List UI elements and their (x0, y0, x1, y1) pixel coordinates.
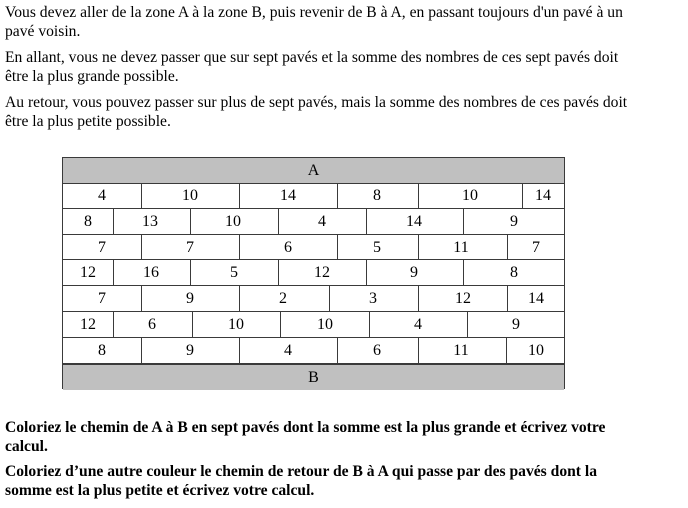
cell-value: 11 (453, 239, 469, 256)
cell-value: 10 (317, 316, 333, 333)
cell-value: 8 (373, 187, 381, 204)
cell-value: 9 (410, 264, 418, 281)
cell-value: 12 (314, 264, 330, 281)
instruction-paragraph-3 (5, 93, 627, 131)
zone-b[interactable]: B (63, 364, 564, 390)
zone-a[interactable]: A (63, 158, 564, 184)
text-line: somme est la plus petite et écrivez votre calcul. (5, 482, 315, 499)
cell-value: 14 (535, 187, 551, 204)
cell-value: 14 (528, 290, 544, 307)
cell-value: 10 (225, 213, 241, 230)
text-line: Vous devez aller de la zone A à la zone B, puis revenir de B à A, en passant toujours d'un pavé à un (5, 4, 623, 21)
cell-value: 11 (453, 342, 469, 359)
cell-value: 7 (98, 290, 106, 307)
text-line: pavé voisin. (5, 23, 81, 40)
instruction-paragraph-2 (5, 48, 618, 86)
grid-row (63, 260, 564, 286)
grid-row (63, 338, 564, 364)
paving-grid (62, 157, 565, 389)
question-2 (5, 462, 597, 500)
cell-value: 13 (142, 213, 158, 230)
cell-value: 4 (414, 316, 422, 333)
cell-value: 12 (455, 290, 471, 307)
cell-value: 4 (318, 213, 326, 230)
text-line: Au retour, vous pouvez passer sur plus de sept pavés, mais la somme des nombres de ces pavés doit (5, 94, 628, 111)
cell-value: 7 (532, 239, 540, 256)
grid-row (63, 235, 564, 260)
cell-value: 7 (98, 239, 106, 256)
cell-value: 8 (84, 213, 92, 230)
grid-row (63, 286, 564, 312)
cell-value: 8 (510, 264, 518, 281)
grid-row (63, 183, 564, 209)
cell-value: 8 (98, 342, 106, 359)
text-line: Coloriez d’une autre couleur le chemin de retour de B à A qui passe par des pavés dont la (5, 463, 598, 480)
grid-row (63, 209, 564, 235)
cell-value: 10 (182, 187, 198, 204)
cell-value: 12 (80, 264, 96, 281)
cell-value: 3 (369, 290, 377, 307)
cell-value: 6 (373, 342, 381, 359)
cell-value: 10 (462, 187, 478, 204)
cell-value: 14 (406, 213, 422, 230)
cell-value: 14 (280, 187, 296, 204)
text-line: être la plus grande possible. (5, 68, 179, 85)
cell-value: 10 (528, 342, 544, 359)
cell-value: 12 (80, 316, 96, 333)
text-line: Coloriez le chemin de A à B en sept pavés dont la somme est la plus grande et écrivez votre (5, 419, 606, 436)
text-line: En allant, vous ne devez passer que sur sept pavés et la somme des nombres de ces sept pavés doit (5, 49, 619, 66)
instruction-paragraph-1 (5, 3, 623, 41)
cell-value: 9 (510, 213, 518, 230)
grid-row (63, 312, 564, 338)
cell-value: 2 (279, 290, 287, 307)
cell-value: 4 (98, 187, 106, 204)
cell-value: 5 (373, 239, 381, 256)
cell-value: 9 (186, 342, 194, 359)
text-line: calcul. (5, 438, 48, 455)
cell-value: 9 (512, 316, 520, 333)
cell-value: 7 (186, 239, 194, 256)
cell-value: 5 (230, 264, 238, 281)
cell-value: 6 (284, 239, 292, 256)
cell-value: 16 (143, 264, 159, 281)
text-line: être la plus petite possible. (5, 113, 171, 130)
cell-value: 6 (148, 316, 156, 333)
cell-value: 4 (284, 342, 292, 359)
cell-value: 10 (228, 316, 244, 333)
question-1 (5, 418, 605, 456)
cell-value: 9 (186, 290, 194, 307)
